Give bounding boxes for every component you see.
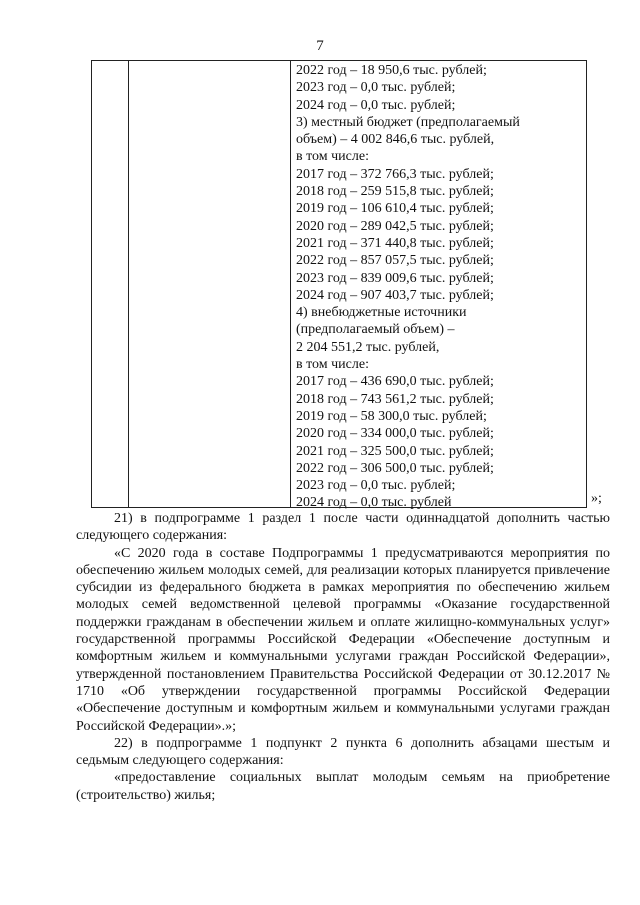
funding-line: 2020 год – 334 000,0 тыс. рублей; (296, 426, 494, 442)
funding-line: в том числе: (296, 357, 369, 373)
funding-line: 2019 год – 106 610,4 тыс. рублей; (296, 201, 494, 217)
table-column-divider (128, 61, 129, 507)
table-column-divider (290, 61, 291, 507)
funding-line: (предполагаемый объем) – (296, 322, 455, 338)
funding-line: 2022 год – 857 057,5 тыс. рублей; (296, 253, 494, 269)
closing-quote-mark: »; (591, 491, 602, 506)
funding-line: 2023 год – 0,0 тыс. рублей; (296, 80, 456, 96)
funding-line: 2017 год – 372 766,3 тыс. рублей; (296, 166, 494, 182)
funding-line: объем) – 4 002 846,6 тыс. рублей, (296, 132, 495, 148)
page-number: 7 (316, 38, 324, 54)
funding-line: 2022 год – 306 500,0 тыс. рублей; (296, 460, 494, 476)
paragraph-22: 22) в подпрограмме 1 подпункт 2 пункта 6 дополнить абзацами шестым и седьмым следующего содержания: (76, 735, 610, 769)
funding-line: 3) местный бюджет (предполагаемый (296, 114, 520, 130)
funding-line: 2 204 551,2 тыс. рублей, (296, 339, 440, 355)
funding-line: 2024 год – 0,0 тыс. рублей (296, 495, 452, 511)
funding-line: 2018 год – 259 515,8 тыс. рублей; (296, 184, 494, 200)
paragraph-social-payments: «предоставление социальных выплат молодым семьям на приобретение (строительство) жилья; (76, 770, 610, 803)
funding-line: 2019 год – 58 300,0 тыс. рублей; (296, 408, 487, 424)
funding-line: 2022 год – 18 950,6 тыс. рублей; (296, 63, 487, 78)
funding-line: 2023 год – 0,0 тыс. рублей; (296, 478, 456, 494)
document-body (76, 510, 610, 804)
funding-line: 2024 год – 0,0 тыс. рублей; (296, 97, 456, 113)
funding-line: 2017 год – 436 690,0 тыс. рублей; (296, 374, 494, 390)
funding-line: 2020 год – 289 042,5 тыс. рублей; (296, 218, 494, 234)
paragraph-21: 21) в подпрограмме 1 раздел 1 после части одиннадцатой дополнить частью следующего содержания: (76, 511, 610, 544)
funding-line: 2021 год – 371 440,8 тыс. рублей; (296, 235, 494, 251)
funding-line: 2023 год – 839 009,6 тыс. рублей; (296, 270, 494, 286)
funding-line: 4) внебюджетные источники (296, 305, 467, 321)
funding-cell (296, 62, 586, 512)
funding-line: 2018 год – 743 561,2 тыс. рублей; (296, 391, 494, 407)
funding-line: 2024 год – 907 403,7 тыс. рублей; (296, 287, 494, 303)
funding-line: в том числе: (296, 149, 369, 165)
funding-line: 2021 год – 325 500,0 тыс. рублей; (296, 443, 494, 459)
paragraph-inserted-text: «С 2020 года в составе Подпрограммы 1 предусматриваются мероприятия по обеспечению жильем молодых семей, для реализации которых планируется привлечение субсидии из федерального бюджета в рамках мероприятия по обеспечению жильем молодых семей ведомственной целевой программы «Оказание государственной поддержки гражданам в обеспечении жильем и оплате жилищно-коммунальных услуг» государственной программы Российской Федерации «Обеспечение доступным и комфортным жильем и коммунальными услугами граждан Российской Федерации», утвержденной постановлением Правительства Российской Федерации от 30.12.2017 № 1710 «Об утверждении государственной программы Российской Федерации «Обеспечение доступным и комфортным жильем и коммунальными услугами граждан Российской Федерации».»; (76, 545, 610, 734)
funding-table (91, 60, 587, 511)
